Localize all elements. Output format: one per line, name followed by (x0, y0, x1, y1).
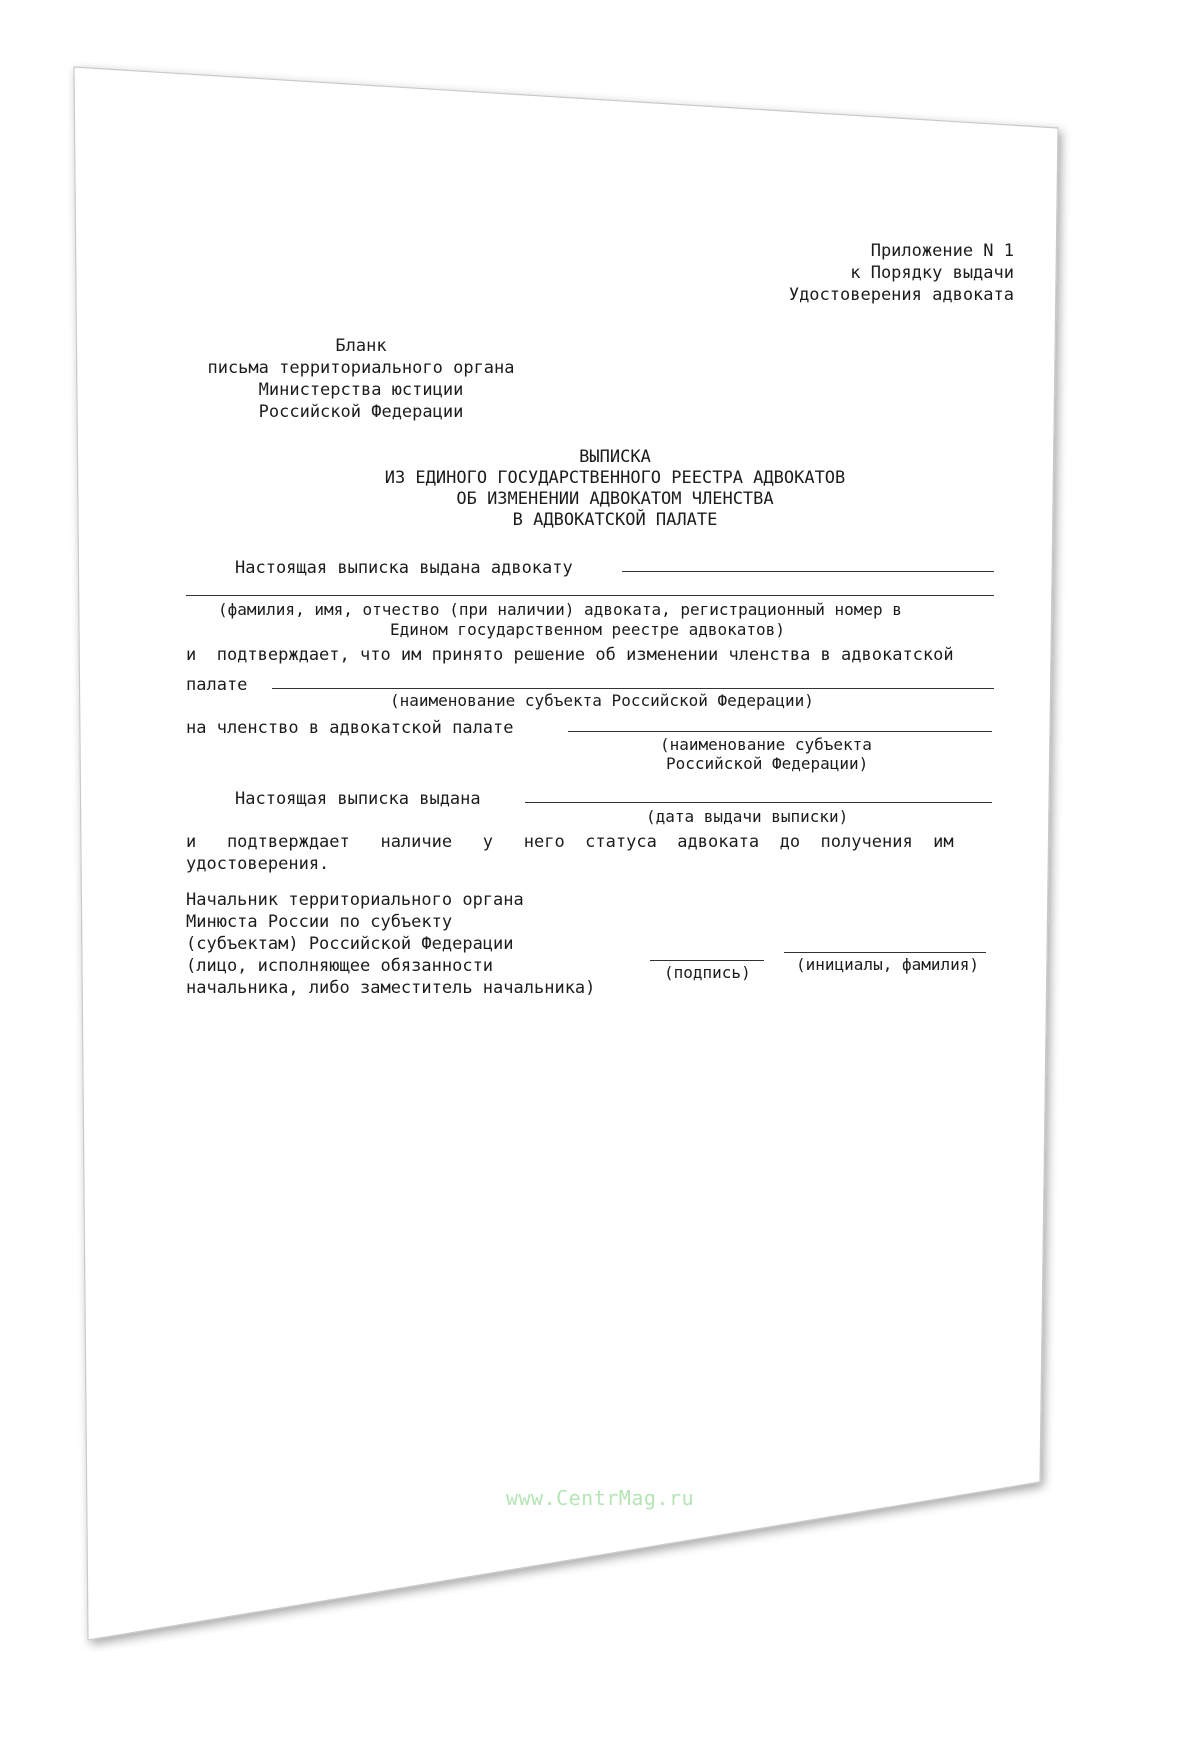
watermark-text: www.CentrMag.ru (505, 1486, 695, 1510)
hint-subject-2a: (наименование субъекта (660, 735, 872, 754)
title-line-3: ОБ ИЗМЕНЕНИИ АДВОКАТОМ ЧЛЕНСТВА (456, 489, 774, 509)
status-text: и подтверждает наличие у него статуса адвоката до получения им (186, 832, 954, 852)
letterhead-line-3: Министерства юстиции (258, 380, 464, 400)
initials-blank (784, 952, 986, 953)
signature-line-4: (лицо, исполняющее обязанности (186, 956, 494, 976)
title-line-2: ИЗ ЕДИНОГО ГОСУДАРСТВЕННОГО РЕЕСТРА АДВОКАТОВ (384, 468, 846, 488)
hint-initials: (инициалы, фамилия) (796, 955, 980, 974)
membership-text: на членство в адвокатской палате (186, 718, 514, 738)
appendix-line-3: Удостоверения адвоката (788, 285, 1014, 305)
signature-line-1: Начальник территориального органа (186, 890, 524, 910)
chamber-text: палате (186, 675, 248, 695)
appendix-line-1: Приложение N 1 (870, 241, 1014, 261)
confirms-decision-text: и подтверждает, что им принято решение об изменении членства в адвокатской (186, 645, 954, 665)
signature-line-2: Минюста России по субъекту (186, 912, 453, 932)
hint-subject-1: (наименование субъекта Российской Федерации) (390, 691, 814, 710)
signature-blank (650, 960, 764, 961)
title-line-1: ВЫПИСКА (579, 447, 651, 467)
hint-name-line-2: Едином государственном реестре адвокатов) (390, 620, 785, 639)
appendix-line-2: к Порядку выдачи (850, 263, 1014, 283)
issued-date-text: Настоящая выписка выдана (235, 789, 481, 809)
letterhead-line-2: письма территориального органа (207, 358, 515, 378)
advocate-name-blank (622, 571, 994, 572)
membership-blank (568, 731, 992, 732)
letterhead-line-1: Бланк (335, 336, 387, 356)
letterhead-line-4: Российской Федерации (258, 402, 464, 422)
issued-to-text: Настоящая выписка выдана адвокату (235, 558, 573, 578)
hint-subject-2b: Российской Федерации) (666, 754, 869, 773)
hint-name-line-1: (фамилия, имя, отчество (при наличии) адвоката, регистрационный номер в (218, 600, 902, 619)
issue-date-blank (525, 802, 992, 803)
chamber-blank (272, 688, 994, 689)
hint-signature: (подпись) (664, 963, 751, 982)
certificate-text: удостоверения. (186, 854, 330, 874)
signature-line-5: начальника, либо заместитель начальника) (186, 978, 596, 998)
signature-line-3: (субъектам) Российской Федерации (186, 934, 514, 954)
title-line-4: В АДВОКАТСКОЙ ПАЛАТЕ (512, 510, 718, 530)
advocate-name-blank-2 (186, 595, 994, 596)
hint-issue-date: (дата выдачи выписки) (646, 807, 849, 826)
